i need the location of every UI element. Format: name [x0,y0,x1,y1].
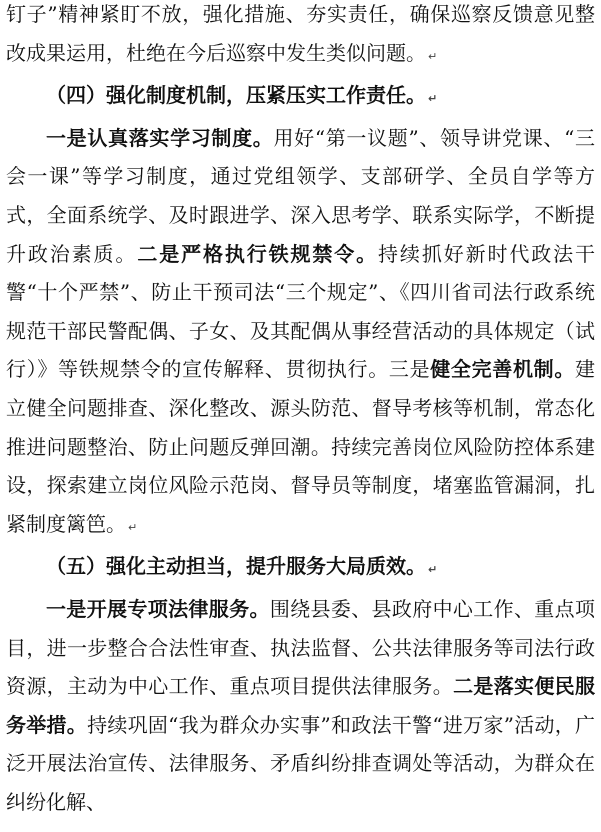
section-heading-4 [6,76,595,119]
heading-text: （四）强化制度机制，压紧压实工作责任。 [46,83,426,108]
paragraph-mark-icon: ↵ [128,520,138,534]
body-text: 持续抓好新时代政法干警“十个严禁”、防止干预司法“三个规定”、《四川省司法行政系统规范干部民警配偶、子女、及其配偶从事经营活动的具体规定（试行）》等铁规禁令的宣传解释、贯彻执行。三是 [6,241,596,382]
paragraph-mark-icon: ↵ [428,563,438,577]
body-text: 围绕县委、县政府中心工作、重点项目，进一步整合合法性审查、执法监督、公共法律服务等司法行政资源，主动为中心工作、重点项目提供法律服务。 [6,596,596,699]
bold-lead-text: 一是认真落实学习制度。 [46,125,274,150]
paragraph-system [6,119,595,548]
heading-text: （五）强化主动担当，提升服务大局质效。 [46,554,426,579]
body-text: 建立健全问题排查、深化整改、源头防范、督导考核等机制，常态化推进问题整治、防止问题反弹回潮。持续完善岗位风险防控体系建设，探索建立岗位风险示范岗、督导员等制度，堵塞监管漏洞，扎紧制度篱笆。 [6,357,596,536]
bold-lead-text: 二是落实便民服务举措。 [6,674,596,737]
paragraph-service [6,590,595,822]
bold-lead-text: 健全完善机制。 [430,357,576,382]
bold-lead-text: 一是开展专项法律服务。 [46,596,270,621]
paragraph-continuation [6,0,595,76]
body-text: 持续巩固“我为群众办实事”和政法干警“进万家”活动，广泛开展法治宣传、法律服务、矛盾纠纷排查调处等活动，为群众在纠纷化解、 [6,712,596,814]
paragraph-text: 钉子”精神紧盯不放，强化措施、夯实责任，确保巡察反馈意见整改成果运用，杜绝在今后巡察中发生类似问题。 [6,2,595,65]
body-text: 用好“第一议题”、领导讲党课、“三会一课”等学习制度，通过党组领学、支部研学、全员自学等方式，全面系统学、及时跟进学、深入思考学、联系实际学，不断提升政治素质。 [6,125,595,266]
paragraph-mark-icon: ↵ [428,92,438,106]
paragraph-mark-icon: ↵ [428,49,438,63]
section-heading-5 [6,547,595,590]
bold-lead-text: 二是严格执行铁规禁令。 [137,241,379,266]
